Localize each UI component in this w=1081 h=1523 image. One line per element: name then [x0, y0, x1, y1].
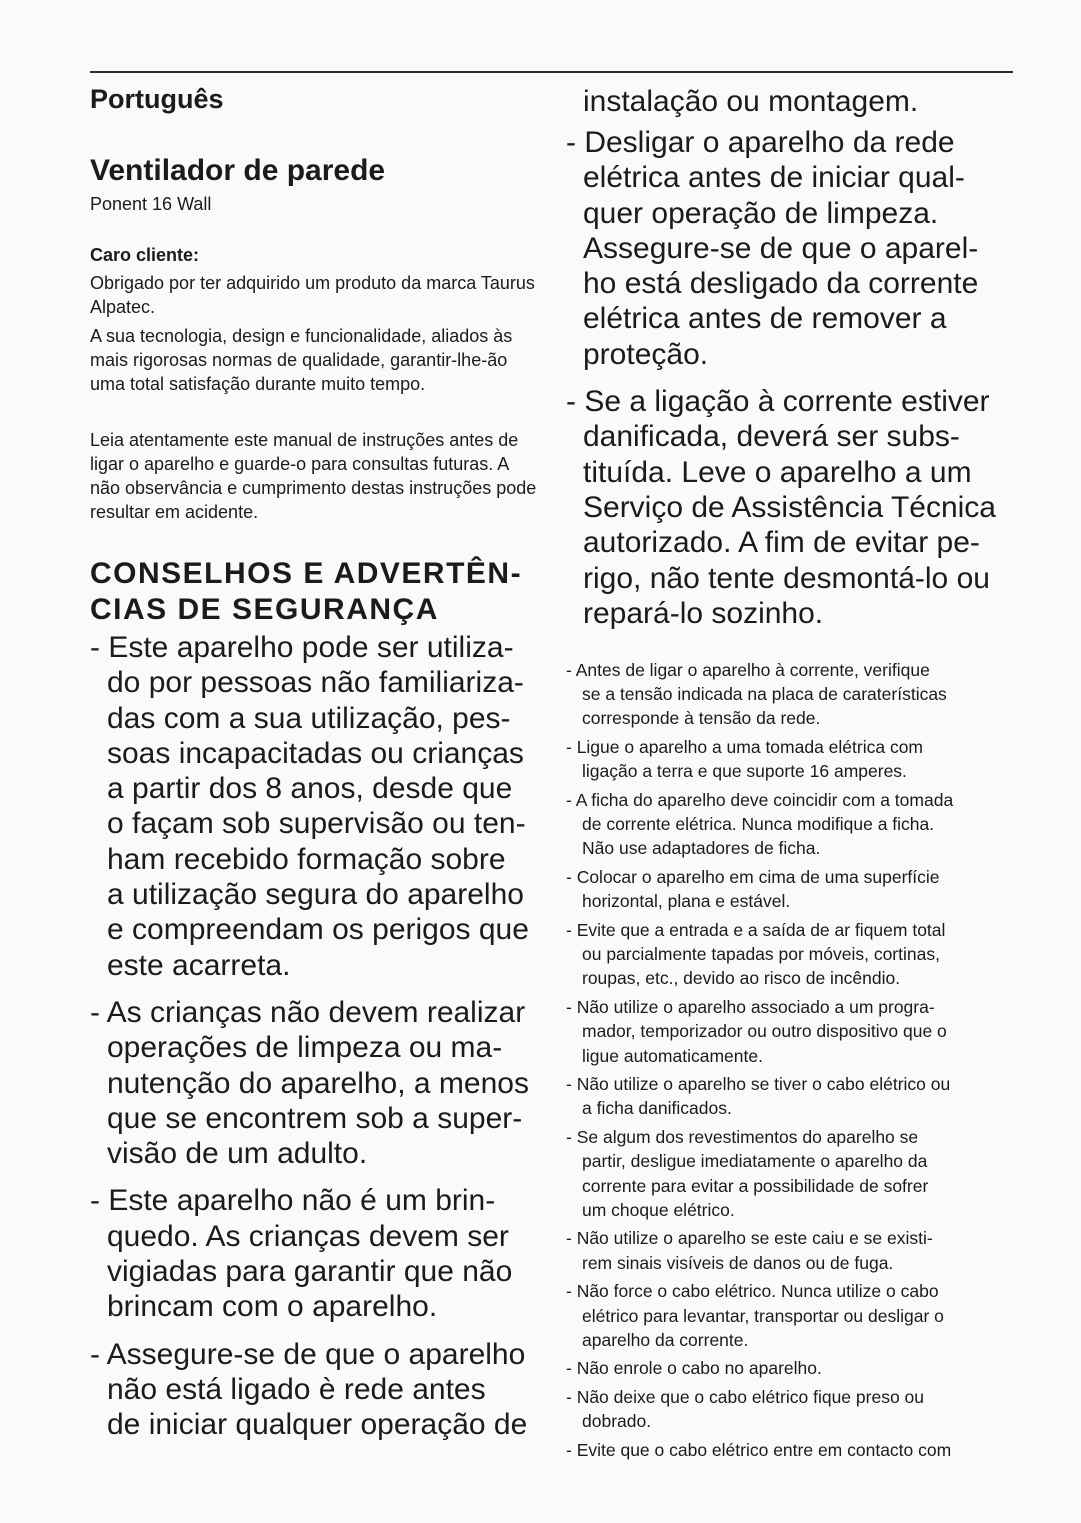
safety-item-line: aparelho da corrente. — [582, 1329, 749, 1350]
safety-item-line: tituída. Leve o aparelho a um — [583, 455, 972, 489]
safety-item-line: dobrado. — [582, 1411, 652, 1432]
safety-item-line: do por pessoas não familiariza- — [107, 666, 524, 700]
safety-item-line: horizontal, plana e estável. — [582, 891, 791, 912]
safety-item-line: Assegure-se de que o aparel- — [583, 231, 979, 265]
safety-item-line: ligue automaticamente. — [582, 1045, 763, 1066]
safety-item-line: soas incapacitadas ou crianças — [107, 736, 524, 770]
safety-item-line: se a tensão indicada na placa de caraterísticas — [582, 684, 947, 705]
safety-item-line: - Evite que o cabo elétrico entre em contacto com — [566, 1440, 952, 1461]
safety-item-line: - Não enrole o cabo no aparelho. — [566, 1358, 822, 1379]
safety-item-line: mador, temporizador ou outro dispositivo que o — [582, 1021, 947, 1042]
safety-item-line: de iniciar qualquer operação de — [107, 1408, 528, 1442]
safety-item-line: - Este aparelho pode ser utiliza- — [90, 631, 514, 664]
safety-item — [566, 658, 953, 731]
safety-item-line: elétrica antes de iniciar qual- — [583, 161, 965, 195]
safety-item-line: a partir dos 8 anos, desde que — [107, 772, 513, 806]
safety-item-line: - Não force o cabo elétrico. Nunca utilize o cabo — [566, 1281, 939, 1302]
safety-item-line: - Desligar o aparelho da rede — [566, 126, 955, 159]
safety-item-line: a utilização segura do aparelho — [107, 878, 524, 912]
safety-item-line: corrente para evitar a possibilidade de sofrer — [582, 1175, 929, 1196]
safety-item — [566, 1226, 953, 1274]
safety-item-line: - Se algum dos revestimentos do aparelho se — [566, 1127, 919, 1148]
safety-item-line: - Se a ligação à corrente estiver — [566, 385, 990, 419]
safety-item-line: ham recebido formação sobre — [107, 842, 506, 876]
safety-item-line: roupas, etc., devido ao risco de incêndio. — [582, 968, 901, 989]
safety-item-line: autorizado. A fim de evitar pe- — [583, 526, 980, 560]
safety-item — [566, 1279, 953, 1352]
safety-item — [566, 1356, 953, 1380]
safety-item-line: corresponde à tensão da rede. — [582, 708, 821, 729]
safety-item-line: ligação a terra e que suporte 16 amperes. — [582, 761, 907, 782]
safety-list-large — [566, 125, 996, 643]
safety-item — [566, 1125, 953, 1222]
safety-item — [90, 630, 529, 983]
model-name: Ponent 16 Wall — [90, 194, 212, 214]
safety-item-line: um choque elétrico. — [582, 1199, 735, 1220]
safety-item-line: quer operação de limpeza. — [583, 196, 939, 230]
safety-item-line: - Não utilize o aparelho associado a um progra- — [566, 997, 935, 1018]
safety-item — [566, 125, 996, 372]
safety-section-title — [90, 556, 522, 628]
safety-item-line: o façam sob supervisão ou ten- — [107, 807, 526, 841]
safety-item-line: Serviço de Assistência Técnica — [583, 490, 996, 524]
safety-item-line: partir, desligue imediatamente o aparelho da — [582, 1151, 928, 1172]
intro-paragraph: A sua tecnologia, design e funcionalidade, aliados às mais rigorosas normas de qualidade, garantir-lhe-ão uma total satisfação durante muito tempo. — [90, 326, 513, 394]
safety-title-line: CONSELHOS E ADVERTÊN- — [90, 557, 523, 590]
safety-item — [566, 384, 996, 631]
intro-paragraph: Leia atentamente este manual de instruções antes de ligar o aparelho e guarde-o para consultas futuras. A não observância e cumprimento destas instruções pode resultar em acidente. — [90, 430, 537, 522]
product-title: Ventilador de parede — [90, 154, 386, 187]
safety-item-line: operações de limpeza ou ma- — [107, 1031, 503, 1065]
safety-list-small — [566, 658, 953, 1467]
safety-item-line: visão de um adulto. — [107, 1137, 368, 1171]
safety-item-line: - Este aparelho não é um brin- — [90, 1184, 496, 1218]
safety-item-line: proteção. — [583, 337, 709, 371]
safety-item-line: elétrica antes de remover a — [583, 302, 947, 336]
greeting: Caro cliente: — [90, 245, 200, 265]
safety-item-line: ou parcialmente tapadas por móveis, cortinas, — [582, 944, 940, 965]
safety-item — [90, 995, 529, 1171]
safety-list-large — [90, 630, 529, 1455]
safety-item-line: que se encontrem sob a super- — [107, 1101, 523, 1135]
safety-item — [90, 1337, 529, 1443]
continued-text: instalação ou montagem. — [583, 85, 919, 118]
safety-item — [566, 1072, 953, 1120]
safety-item-line: danificada, deverá ser subs- — [583, 420, 960, 454]
safety-item — [566, 788, 953, 861]
safety-item — [566, 735, 953, 783]
safety-item-line: e compreendam os perigos que — [107, 913, 529, 947]
safety-item-line: rem sinais visíveis de danos ou de fuga. — [582, 1252, 894, 1273]
safety-item-line: rigo, não tente desmontá-lo ou — [583, 561, 990, 595]
safety-item-line: Não use adaptadores de ficha. — [582, 838, 821, 859]
safety-item-line: - Colocar o aparelho em cima de uma superfície — [566, 867, 940, 888]
safety-item-line: não está ligado è rede antes — [107, 1372, 486, 1406]
safety-item — [566, 1385, 953, 1433]
safety-item-line: - Não utilize o aparelho se tiver o cabo elétrico ou — [566, 1074, 951, 1095]
safety-item-line: das com a sua utilização, pes- — [107, 701, 511, 735]
safety-item-line: este acarreta. — [107, 948, 291, 982]
safety-item-line: - Não deixe que o cabo elétrico fique preso ou — [566, 1387, 925, 1408]
safety-item — [566, 1438, 953, 1462]
safety-item-line: - Não utilize o aparelho se este caiu e se existi- — [566, 1228, 933, 1249]
safety-item-line: brincam com o aparelho. — [107, 1290, 438, 1324]
safety-item-line: quedo. As crianças devem ser — [107, 1219, 509, 1253]
safety-item-line: - Antes de ligar o aparelho à corrente, verifique — [566, 660, 930, 680]
safety-item-line: a ficha danificados. — [582, 1098, 732, 1119]
safety-item-line: - Assegure-se de que o aparelho — [90, 1337, 526, 1371]
safety-item — [566, 995, 953, 1068]
top-rule — [90, 71, 1013, 73]
safety-item-line: - A ficha do aparelho deve coincidir com a tomada — [566, 790, 954, 811]
safety-item-line: de corrente elétrica. Nunca modifique a ficha. — [582, 814, 935, 835]
safety-item-line: elétrico para levantar, transportar ou desligar o — [582, 1305, 944, 1326]
intro-paragraph: Obrigado por ter adquirido um produto da marca Taurus Alpatec. — [90, 273, 535, 317]
safety-item-line: ho está desligado da corrente — [583, 267, 979, 301]
safety-title-line: CIAS DE SEGURANÇA — [90, 593, 439, 626]
safety-item — [566, 865, 953, 913]
safety-item — [566, 918, 953, 991]
language-heading: Português — [90, 84, 224, 114]
safety-item — [90, 1183, 529, 1324]
safety-item-line: nutenção do aparelho, a menos — [107, 1066, 529, 1100]
safety-item-line: - As crianças não devem realizar — [90, 995, 526, 1029]
safety-item-line: vigiadas para garantir que não — [107, 1255, 513, 1289]
safety-item-line: repará-lo sozinho. — [583, 596, 824, 630]
safety-item-line: - Evite que a entrada e a saída de ar fiquem total — [566, 920, 946, 941]
safety-item-line: - Ligue o aparelho a uma tomada elétrica com — [566, 737, 924, 758]
